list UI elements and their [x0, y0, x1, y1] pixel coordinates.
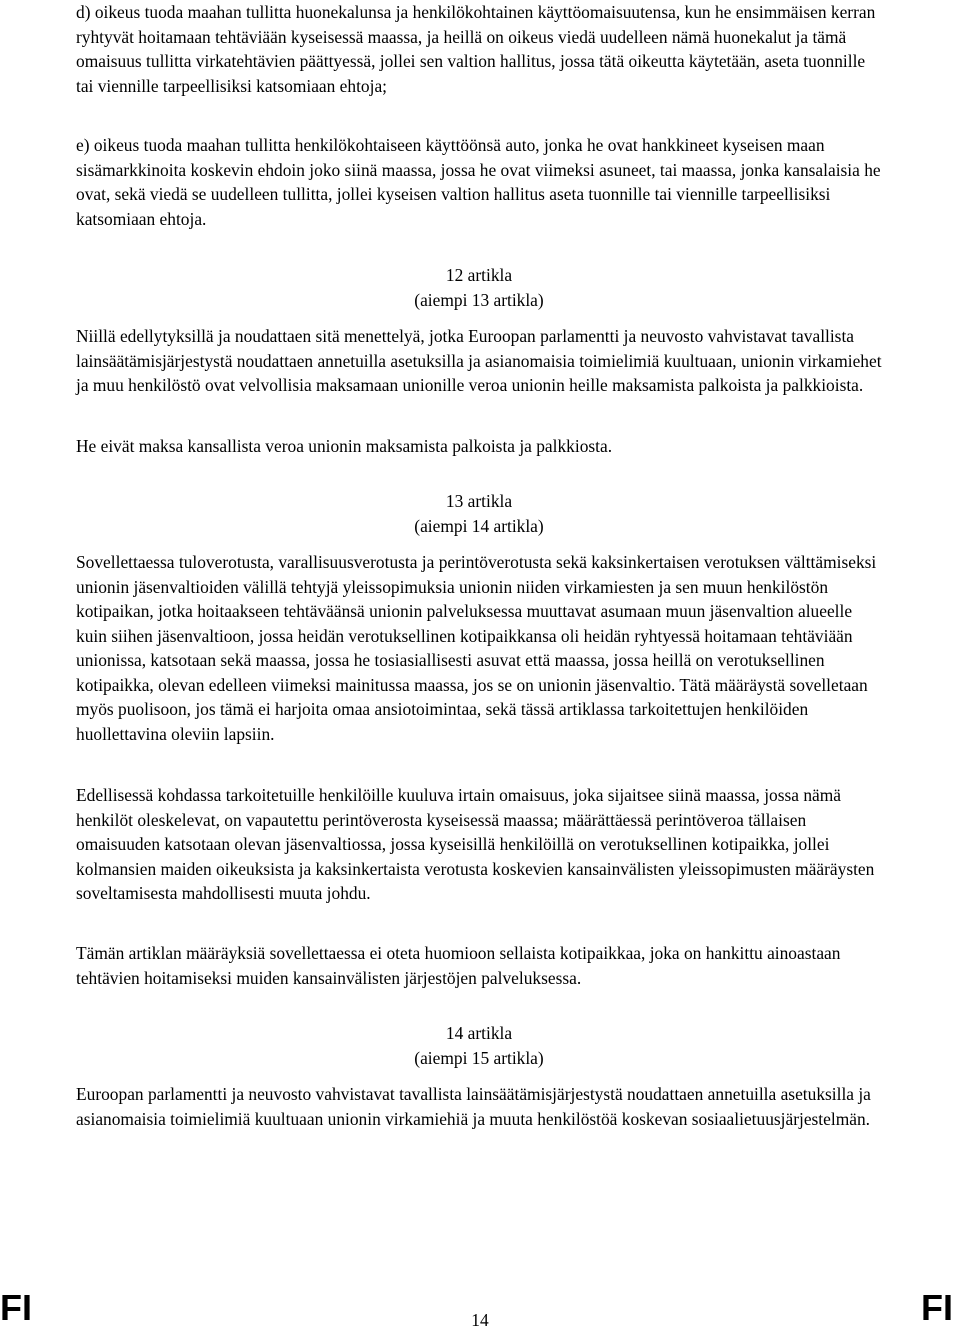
- article-title: 12 artikla: [445, 265, 513, 285]
- article-subtitle: (aiempi 13 artikla): [414, 289, 544, 310]
- article-13-paragraph-3: Tämän artiklan määräyksiä sovellettaessa ei oteta huomioon sellaista kotipaikkaa, joka on hankittu ainoastaan tehtävien hoitamiseksi muiden kansainvälisten järjestöjen palveluksessa.: [76, 943, 841, 988]
- paragraph-d: d) oikeus tuoda maahan tullitta huonekalunsa ja henkilökohtainen käyttöomaisuutensa, kun he ensimmäisen kerran ryhtyvät hoitamaan tehtäviään kyseisessä maassa, ja heillä on oikeus viedä uudelleen nämä huonekalut ja tämä omaisuus tullitta virkatehtävien päättyessä, jollei sen valtion hallitus, jossa tätä oikeutta käytetään, aseta tuonnille tai viennille tarpeellisiksi katsomiaan ehtoja;: [76, 2, 876, 96]
- footer-language-code-right: FI: [921, 1287, 953, 1328]
- paragraph-e: e) oikeus tuoda maahan tullitta henkilökohtaiseen käyttöönsä auto, jonka he ovat hankkineet kyseisen maan sisämarkkinoita koskevin ehdoin joko siinä maassa, jossa he ovat viimeksi asuneet, tai maassa, jonka kansalaisia he ovat, sekä viedä se uudelleen tullitta, jollei kyseisen valtion hallitus aseta tuonnille tai viennille tarpeellisiksi katsomiaan ehtoja.: [76, 135, 881, 229]
- article-12-heading: [76, 263, 882, 312]
- article-13-paragraph-1: Sovellettaessa tuloverotusta, varallisuusverotusta ja perintöverotusta sekä kaksinkertaisen verotuksen välttämiseksi unionin jäsenvaltioiden välillä tehtyjä yleissopimuksia unionin niiden virkamiesten ja sen muun henkilöstön kotipaikan, jotka hoitaakseen tehtäväänsä unionin palveluksessa muuttavat asumaan muun jäsenvaltion alueelle kuin siihen jäsenvaltioon, jossa heidän verotuksellinen kotipaikkansa oli heidän ryhtyessä hoitamaan tehtäviään unionissa, katsotaan sekä maassa, jossa he tosiasiallisesti asuvat että maassa, jossa heillä on verotuksellinen kotipaikka, olevan edelleen viimeksi mainitussa maassa, jos se on unionin jäsenvaltio. Tätä määräystä sovelletaan myös puolisoon, jos tämä ei harjoita omaa ansiotoimintaa, sekä tässä artiklassa tarkoitettujen henkilöiden huollettavina oleviin lapsiin.: [76, 552, 877, 744]
- article-13-paragraph-2: Edellisessä kohdassa tarkoitetuille henkilöille kuuluva irtain omaisuus, joka sijaitsee siinä maassa, jossa nämä henkilöt oleskelevat, on vapautettu perintöverosta kyseisessä maassa; määrättäessä perintöveroa tällaisen omaisuuden katsotaan olevan jäsenvaltiossa, jossa kyseisillä henkilöillä on verotuksellinen kotipaikka, jollei kolmansien maiden oikeuksista ja kaksinkertaista verotusta koskevien kansainvälisten yleissopimusten määräysten soveltamisesta mahdollisesti muuta johdu.: [76, 785, 875, 903]
- article-subtitle: (aiempi 14 artikla): [414, 515, 544, 536]
- article-14-paragraph-1: Euroopan parlamentti ja neuvosto vahvistavat tavallista lainsäätämisjärjestystä noudattaen annetuilla asetuksilla ja asianomaisia toimielimiä kuultuaan unionin virkamiehiä ja muuta henkilöstöä koskevan sosiaalietuusjärjestelmän.: [76, 1084, 871, 1129]
- article-14-heading: [76, 1021, 882, 1070]
- article-12-paragraph-1: Niillä edellytyksillä ja noudattaen sitä menettelyä, jotka Euroopan parlamentti ja neuvosto vahvistavat tavallista lainsäätämisjärjestystä noudattaen annetuilla asetuksilla ja asianomaisia toimielimiä kuultuaan, unionin virkamiehet ja muu henkilöstö ovat velvollisia maksamaan unionille veroa unionin heille maksamista palkoista ja palkkioista.: [76, 326, 882, 395]
- article-12-paragraph-2: He eivät maksa kansallista veroa unionin maksamista palkoista ja palkkiosta.: [76, 436, 613, 456]
- article-13-heading: [76, 489, 882, 538]
- article-title: 14 artikla: [445, 1023, 513, 1043]
- article-subtitle: (aiempi 15 artikla): [414, 1047, 544, 1068]
- footer-language-code-left: FI: [0, 1287, 32, 1328]
- article-title: 13 artikla: [445, 491, 513, 511]
- page-number: 14: [471, 1310, 489, 1330]
